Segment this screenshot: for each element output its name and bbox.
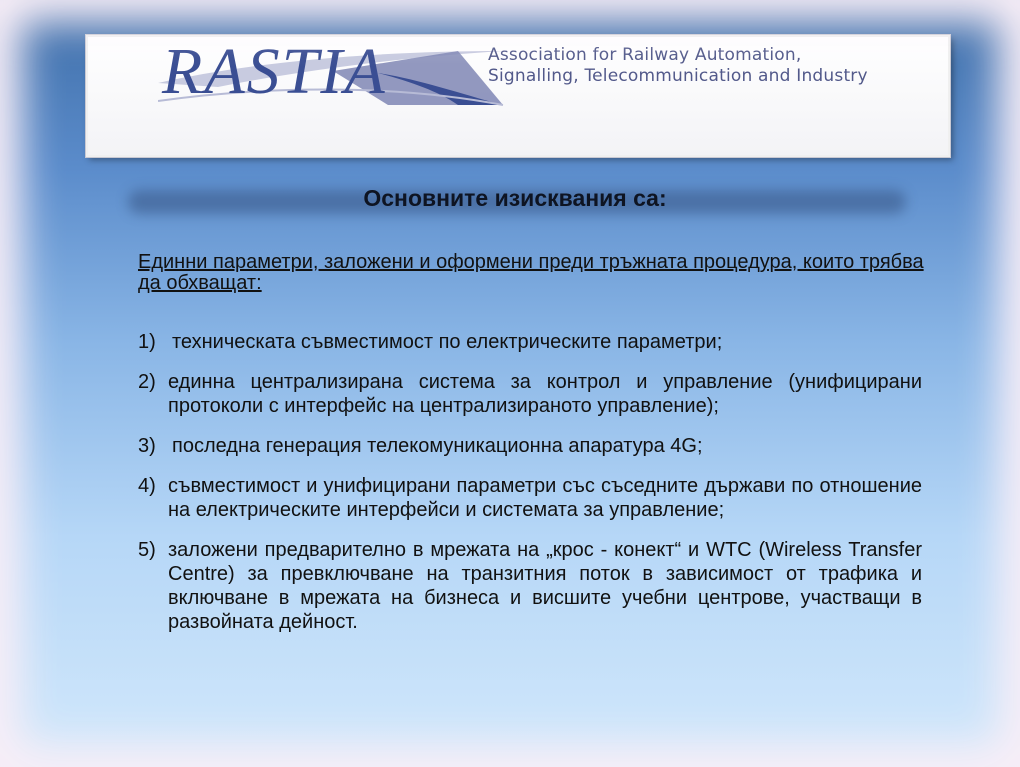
list-text: заложени предварително в мрежата на „крос - конект“ и WTC (Wireless Transfer Centre) за превключване на транзитния поток в зависимост от трафика и включване в мрежата на бизнеса и висшите учебни центрове, участващи в развойната дейност. xyxy=(168,539,922,633)
list-item xyxy=(138,434,922,458)
list-item xyxy=(138,370,922,418)
list-text: единна централизирана система за контрол и управление (унифицирани протоколи с интерфейс на централизираното управление); xyxy=(168,371,922,417)
list-item xyxy=(138,474,922,522)
association-name xyxy=(488,45,868,87)
list-text: съвместимост и унифицирани параметри със съседните държави по отношение на електрическите интерфейси и системата за управление; xyxy=(168,475,922,521)
list-item xyxy=(138,330,922,354)
intro-text: Единни параметри, заложени и оформени преди тръжната процедура, които трябва да обхващат: xyxy=(138,251,924,294)
requirements-list xyxy=(138,330,922,650)
rastia-logo: RASTIA xyxy=(162,35,387,108)
list-text: последна генерация телекомуникационна апаратура 4G; xyxy=(172,435,703,457)
list-number: 4) xyxy=(138,475,156,497)
list-number: 3) xyxy=(138,435,156,457)
list-item xyxy=(138,538,922,634)
slide-title: Основните изисквания са: xyxy=(363,185,667,211)
association-line-1: Association for Railway Automation, xyxy=(488,45,802,65)
list-number: 2) xyxy=(138,371,156,393)
header-banner xyxy=(86,35,950,157)
list-number: 1) xyxy=(138,331,156,353)
list-number: 5) xyxy=(138,539,156,561)
list-text: техническата съвместимост по електрическите параметри; xyxy=(172,331,723,353)
association-line-2: Signalling, Telecommunication and Industry xyxy=(488,66,868,86)
